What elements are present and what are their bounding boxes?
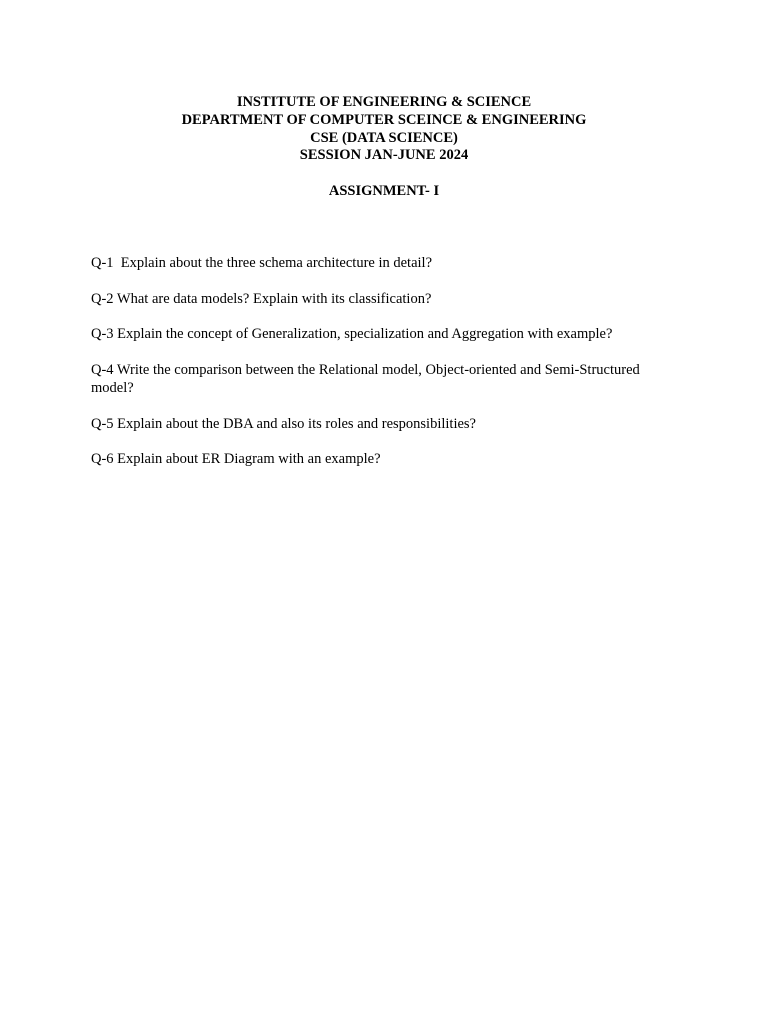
institute-name: INSTITUTE OF ENGINEERING & SCIENCE (236, 94, 532, 110)
question-1: Q-1 Explain about the three schema architecture in detail? (91, 255, 433, 271)
program-name: CSE (DATA SCIENCE) (310, 129, 458, 146)
department-name: DEPARTMENT OF COMPUTER SCEINCE & ENGINEERING (181, 111, 587, 128)
assignment-title: ASSIGNMENT- I (328, 183, 440, 199)
question-2: Q-2 What are data models? Explain with its classification? (91, 290, 432, 307)
session-label: SESSION JAN-JUNE 2024 (299, 147, 469, 164)
question-4: Q-4 Write the comparison between the Relational model, Object-oriented and Semi-Structured model? (91, 361, 644, 396)
question-3: Q-3 Explain the concept of Generalization, specialization and Aggregation with example? (91, 326, 613, 342)
document-header (0, 94, 768, 165)
question-5: Q-5 Explain about the DBA and also its roles and responsibilities? (91, 415, 476, 432)
question-6: Q-6 Explain about ER Diagram with an example? (91, 451, 381, 467)
question-list (91, 254, 676, 486)
